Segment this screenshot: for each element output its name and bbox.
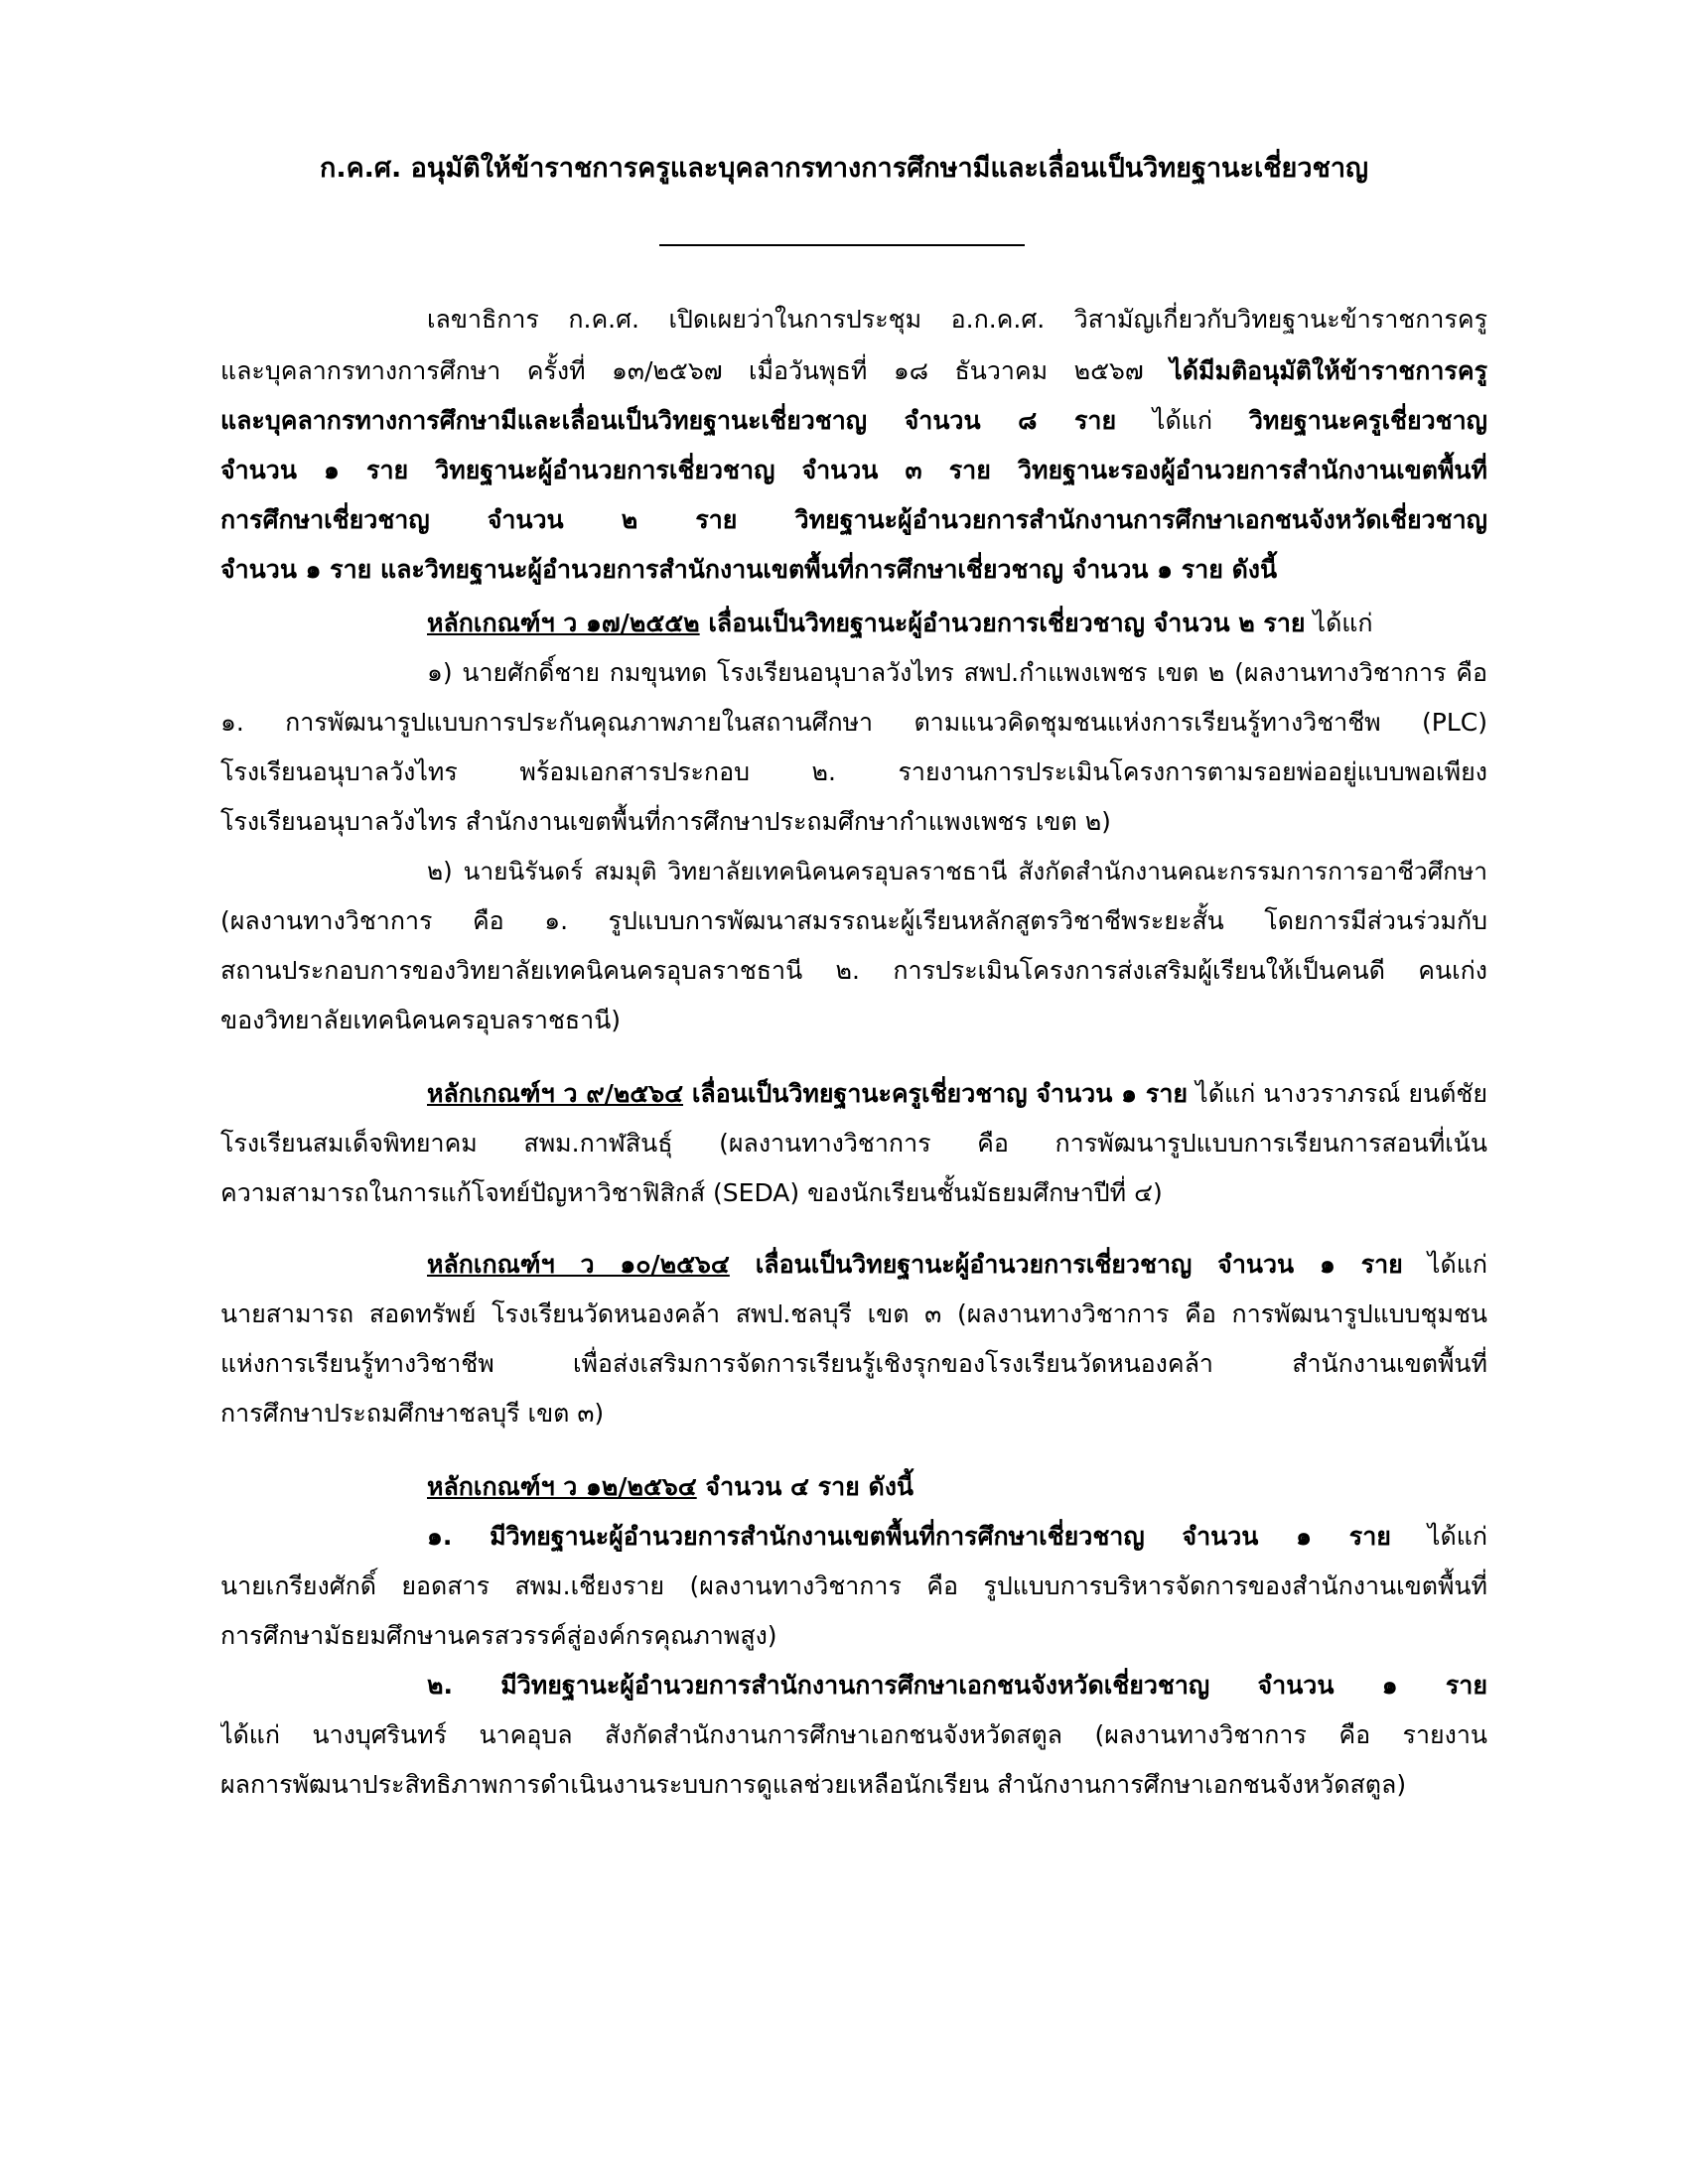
s1-person-1-line-1: ๑) นายศักดิ์ชาย กมขุนทด โรงเรียนอนุบาลวังไทร สพป.กำแพงเพชร เขต ๒ (ผลงานทางวิชาการ คือ [427,658,1487,687]
s1-person-1-line-3: โรงเรียนอนุบาลวังไทร พร้อมเอกสารประกอบ ๒. รายงานการประเมินโครงการตามรอยพ่ออยู่แบบพอเพียง [220,757,1487,786]
section-3-heading [427,1241,1487,1289]
criteria-ref: หลักเกณฑ์ฯ ว ๑๒/๒๕๖๔ [427,1472,697,1501]
criteria-ref: หลักเกณฑ์ฯ ว ๑๗/๒๕๕๒ [427,609,700,637]
s1-person-2-line-4: ของวิทยาลัยเทคนิคนครอุบลราชธานี) [220,1006,622,1034]
s4-item-2-heading: ๒. มีวิทยฐานะผู้อำนวยการสำนักงานการศึกษาเอกชนจังหวัดเชี่ยวชาญ จำนวน ๑ ราย [427,1671,1487,1700]
s1-person-2-line-3: สถานประกอบการของวิทยาลัยเทคนิคนครอุบลราชธานี ๒. การประเมินโครงการส่งเสริมผู้เรียนให้เป็นคนดี คนเก่ง [220,956,1487,985]
intro-bold: และบุคลากรทางการศึกษามีและเลื่อนเป็นวิทยฐานะเชี่ยวชาญ จำนวน ๘ ราย [220,406,1117,435]
s3-line-2: นายสามารถ สอดทรัพย์ โรงเรียนวัดหนองคล้า สพป.ชลบุรี เขต ๓ (ผลงานทางวิชาการ คือ การพัฒนารูปแบบชุมชน [220,1299,1487,1328]
s2-line-2: โรงเรียนสมเด็จพิทยาคม สพม.กาฬสินธุ์ (ผลงานทางวิชาการ คือ การพัฒนารูปแบบการเรียนการสอนที่เน้น [220,1129,1487,1158]
intro-line-4: จำนวน ๑ ราย วิทยฐานะผู้อำนวยการเชี่ยวชาญ จำนวน ๓ ราย วิทยฐานะรองผู้อำนวยการสำนักงานเขตพื้นที่ [220,456,1487,484]
s4-item-2-line-2: ได้แก่ นางบุศรินทร์ นาคอุบล สังกัดสำนักงานการศึกษาเอกชนจังหวัดสตูล (ผลงานทางวิชาการ คือ รายงาน [220,1720,1487,1749]
s3-line-4: การศึกษาประถมศึกษาชลบุรี เขต ๓) [220,1399,605,1428]
s1-person-2-line-2: (ผลงานทางวิชาการ คือ ๑. รูปแบบการพัฒนาสมรรถนะผู้เรียนหลักสูตรวิชาชีพระยะสั้น โดยการมีส่วนร่วมกับ [220,906,1487,935]
criteria-ref: หลักเกณฑ์ฯ ว ๑๐/๒๕๖๔ [427,1250,730,1279]
section-1-heading [427,600,1487,647]
s4-item-1-line-2: นายเกรียงศักดิ์ ยอดสาร สพม.เชียงราย (ผลงานทางวิชาการ คือ รูปแบบการบริหารจัดการของสำนักงานเขตพื้นที่ [220,1571,1487,1600]
intro-line-5: การศึกษาเชี่ยวชาญ จำนวน ๒ ราย วิทยฐานะผู้อำนวยการสำนักงานการศึกษาเอกชนจังหวัดเชี่ยวชาญ [220,505,1487,534]
s2-line-3: ความสามารถในการแก้โจทย์ปัญหาวิชาฟิสิกส์ (SEDA) ของนักเรียนชั้นมัธยมศึกษาปีที่ ๔) [220,1178,1163,1207]
section-heading-text: เลื่อนเป็นวิทยฐานะผู้อำนวยการเชี่ยวชาญ จำนวน ๑ ราย [729,1250,1403,1279]
intro-bold: วิทยฐานะครูเชี่ยวชาญ [1248,406,1487,435]
s4-item-1-line-3: การศึกษามัธยมศึกษานครสวรรค์สู่องค์กรคุณภาพสูง) [220,1621,777,1650]
intro-line-6: จำนวน ๑ ราย และวิทยฐานะผู้อำนวยการสำนักงานเขตพื้นที่การศึกษาเชี่ยวชาญ จำนวน ๑ ราย ดังนี้ [220,555,1278,584]
intro-line-1: เลขาธิการ ก.ค.ศ. เปิดเผยว่าในการประชุม อ.ก.ค.ศ. วิสามัญเกี่ยวกับวิทยฐานะข้าราชการครู [427,305,1487,334]
item-heading-tail: ได้แก่ [1390,1522,1487,1551]
section-heading-text: เลื่อนเป็นวิทยฐานะผู้อำนวยการเชี่ยวชาญ จำนวน ๒ ราย [699,609,1306,637]
item-heading-text: ๑. มีวิทยฐานะผู้อำนวยการสำนักงานเขตพื้นที่การศึกษาเชี่ยวชาญ จำนวน ๑ ราย [427,1522,1391,1551]
section-4-heading [427,1463,1487,1511]
intro-line-3 [220,397,1487,445]
title-divider [659,244,1025,246]
s1-person-1-line-2: ๑. การพัฒนารูปแบบการประกันคุณภาพภายในสถานศึกษา ตามแนวคิดชุมชนแห่งการเรียนรู้ทางวิชาชีพ (PLC) [220,708,1487,737]
intro-bold: ได้มีมติอนุมัติให้ข้าราชการครู [1170,356,1487,385]
s3-line-3: แห่งการเรียนรู้ทางวิชาชีพ เพื่อส่งเสริมการจัดการเรียนรู้เชิงรุกของโรงเรียนวัดหนองคล้า สำนักงานเขตพื้นที่ [220,1349,1487,1378]
section-heading-text: จำนวน ๔ ราย ดังนี้ [696,1472,914,1501]
intro-line-2 [220,347,1487,395]
section-heading-tail: ได้แก่ [1402,1250,1487,1279]
section-heading-tail: ได้แก่ [1305,609,1373,637]
intro-text: ได้แก่ [1116,406,1249,435]
intro-text: และบุคลากรทางการศึกษา ครั้งที่ ๑๓/๒๕๖๗ เมื่อวันพุธที่ ๑๘ ธันวาคม ๒๕๖๗ [220,356,1171,385]
section-heading-text: เลื่อนเป็นวิทยฐานะครูเชี่ยวชาญ จำนวน ๑ ราย [683,1079,1189,1108]
section-heading-tail: ได้แก่ นางวราภรณ์ ยนต์ชัย [1188,1079,1487,1108]
document-title: ก.ค.ศ. อนุมัติให้ข้าราชการครูและบุคลากรทางการศึกษามีและเลื่อนเป็นวิทยฐานะเชี่ยวชาญ [319,153,1369,184]
section-2-heading [427,1070,1487,1118]
criteria-ref: หลักเกณฑ์ฯ ว ๙/๒๕๖๔ [427,1079,684,1108]
s1-person-1-line-4: โรงเรียนอนุบาลวังไทร สำนักงานเขตพื้นที่การศึกษาประถมศึกษากำแพงเพชร เขต ๒) [220,807,1111,836]
s4-item-1-heading [427,1513,1487,1561]
s4-item-2-line-3: ผลการพัฒนาประสิทธิภาพการดำเนินงานระบบการดูแลช่วยเหลือนักเรียน สำนักงานการศึกษาเอกชนจังหวัดสตูล) [220,1770,1407,1799]
s1-person-2-line-1: ๒) นายนิรันดร์ สมมุติ วิทยาลัยเทคนิคนครอุบลราชธานี สังกัดสำนักงานคณะกรรมการการอาชีวศึกษา [427,857,1487,886]
